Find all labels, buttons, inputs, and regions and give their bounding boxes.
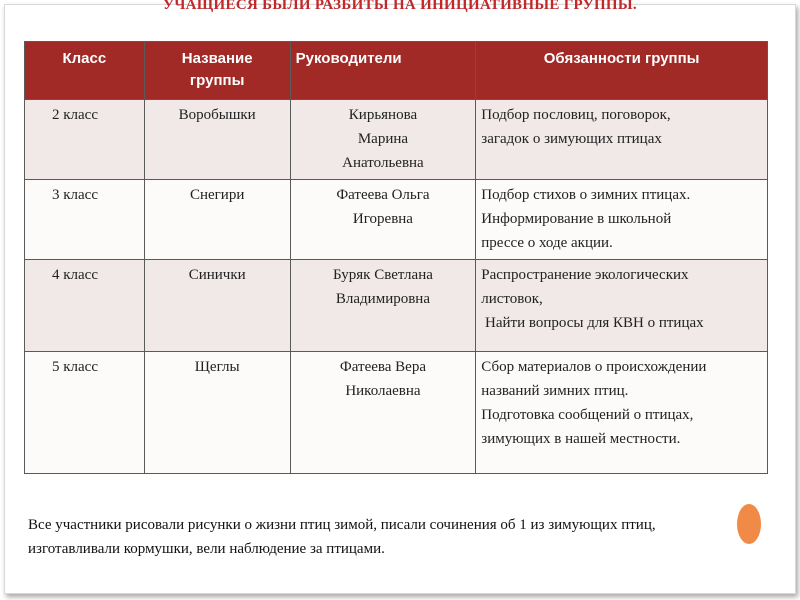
slide-title: УЧАЩИЕСЯ БЫЛИ РАЗБИТЫ НА ИНИЦИАТИВНЫЕ ГРУППЫ. xyxy=(163,0,637,13)
leader-line: Владимировна xyxy=(335,291,430,307)
cell-leaders xyxy=(290,180,476,260)
duty-line: Подбор пословиц, поговорок, xyxy=(481,107,671,123)
cell-group-name: Снегири xyxy=(144,180,290,260)
duty-line: Распространение экологических xyxy=(481,267,689,283)
duty-line: названий зимних птиц. xyxy=(481,383,629,399)
duty-line: прессе о ходе акции. xyxy=(481,235,613,251)
leader-line: Анатольевна xyxy=(342,155,424,171)
cell-duties xyxy=(476,100,768,180)
cell-class: 3 класс xyxy=(25,180,145,260)
decorative-circle xyxy=(737,504,761,544)
duty-line: Подбор стихов о зимних птицах. xyxy=(481,187,691,203)
header-class: Класс xyxy=(25,42,145,100)
leader-line: Игоревна xyxy=(352,211,413,227)
cell-leaders xyxy=(290,352,476,474)
table-row xyxy=(25,352,768,474)
cell-leaders xyxy=(290,260,476,352)
cell-duties xyxy=(476,260,768,352)
duty-line: загадок о зимующих птицах xyxy=(481,131,662,147)
leader-line: Фатеева Ольга xyxy=(336,187,430,203)
duty-line: Сбор материалов о происхождении xyxy=(481,359,707,375)
leader-line: Николаевна xyxy=(345,383,421,399)
cell-duties xyxy=(476,180,768,260)
table-row xyxy=(25,260,768,352)
footer-text: Все участники рисовали рисунки о жизни птиц зимой, писали сочинения об 1 из зимующих птиц, изготавливали кормушки, вели наблюдение за птицами. xyxy=(28,517,656,557)
leader-line: Фатеева Вера xyxy=(339,359,426,375)
groups-table xyxy=(24,41,768,474)
leader-line: Кирьянова xyxy=(348,107,418,123)
table-header-row xyxy=(25,42,768,100)
duty-line: Найти вопросы для КВН о птицах xyxy=(481,315,704,331)
cell-group-name: Воробышки xyxy=(144,100,290,180)
cell-class: 4 класс xyxy=(25,260,145,352)
leader-line: Буряк Светлана xyxy=(333,267,433,283)
cell-leaders xyxy=(290,100,476,180)
cell-group-name: Щеглы xyxy=(144,352,290,474)
duty-line: Информирование в школьной xyxy=(481,211,672,227)
leader-line: Марина xyxy=(357,131,409,147)
cell-class: 5 класс xyxy=(25,352,145,474)
cell-class: 2 класс xyxy=(25,100,145,180)
header-duties: Обязанности группы xyxy=(476,42,768,100)
header-leaders: Руководители xyxy=(290,42,476,100)
cell-group-name: Синички xyxy=(144,260,290,352)
cell-duties xyxy=(476,352,768,474)
duty-line: зимующих в нашей местности. xyxy=(481,431,681,447)
duty-line: листовок, xyxy=(481,291,543,307)
table-row xyxy=(25,100,768,180)
table-row xyxy=(25,180,768,260)
duty-line: Подготовка сообщений о птицах, xyxy=(481,407,694,423)
header-group-name: Название группы xyxy=(144,42,290,100)
